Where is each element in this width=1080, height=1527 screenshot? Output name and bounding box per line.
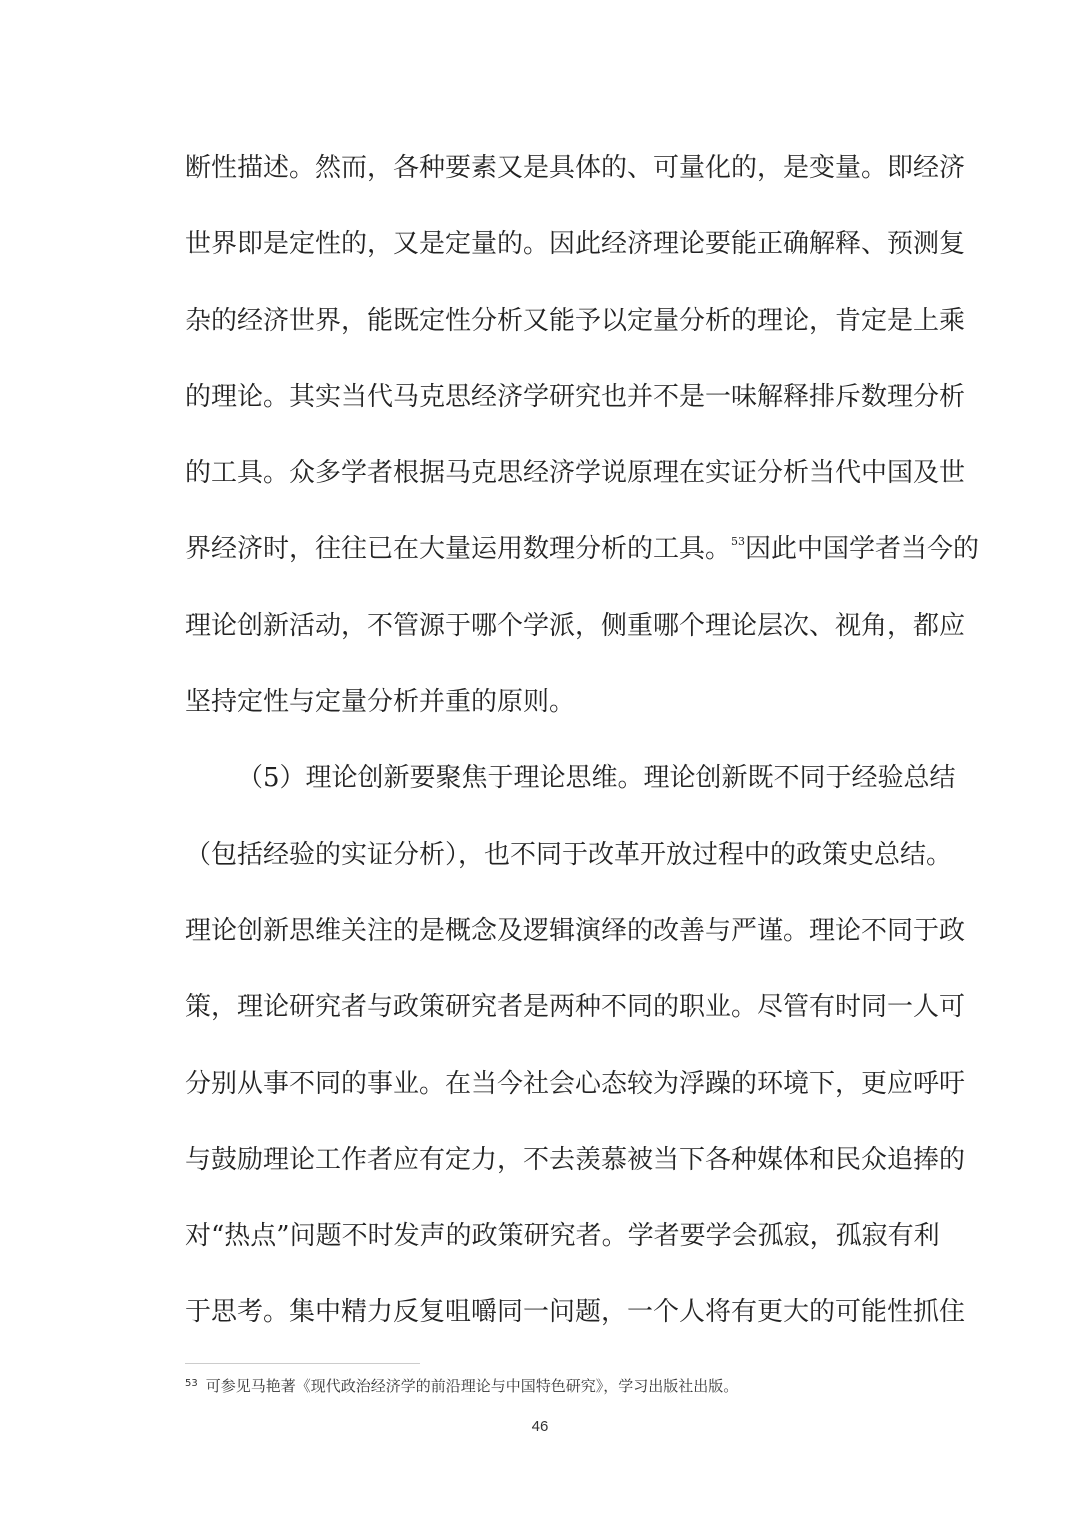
- footnote-reference[interactable]: 53: [731, 535, 746, 549]
- footnote-mark: 53: [185, 1378, 198, 1389]
- text-line: 的工具。众多学者根据马克思经济学说原理在实证分析当代中国及世: [185, 458, 966, 489]
- text-line: 与鼓励理论工作者应有定力，不去羡慕被当下各种媒体和民众追捧的: [185, 1144, 966, 1175]
- text-line: 对“热点”问题不时发声的政策研究者。学者要学会孤寂，孤寂有利: [185, 1221, 940, 1252]
- footnote: [185, 1375, 738, 1396]
- text-line: （包括经验的实证分析），也不同于改革开放过程中的政策史总结。: [185, 839, 953, 870]
- text-line: 理论创新活动，不管源于哪个学派，侧重哪个理论层次、视角，都应: [185, 610, 966, 641]
- text-line: 世界即是定性的，又是定量的。因此经济理论要能正确解释、预测复: [185, 229, 966, 260]
- text-line: 理论创新思维关注的是概念及逻辑演绎的改善与严谨。理论不同于政: [185, 915, 966, 946]
- text-line: 策，理论研究者与政策研究者是两种不同的职业。尽管有时同一人可: [185, 992, 966, 1023]
- body-text: [185, 130, 980, 1351]
- text-line: 杂的经济世界，能既定性分析又能予以定量分析的理论，肯定是上乘: [185, 305, 966, 336]
- text-line: 分别从事不同的事业。在当今社会心态较为浮躁的环境下，更应呼吁: [185, 1068, 966, 1099]
- footnote-text: 可参见马艳著《现代政治经济学的前沿理论与中国特色研究》，学习出版社出版。: [205, 1377, 739, 1395]
- text-line: （5）理论创新要聚焦于理论思维。理论创新既不同于经验总结: [237, 763, 956, 794]
- page-number: 46: [531, 1418, 549, 1435]
- footnote-divider: [185, 1363, 420, 1364]
- text-line: 于思考。集中精力反复咀嚼同一问题，一个人将有更大的可能性抓住: [185, 1297, 966, 1328]
- text-line: [185, 511, 980, 587]
- text-line: 坚持定性与定量分析并重的原则。: [185, 687, 576, 718]
- text-segment: 因此中国学者当今的: [745, 534, 980, 565]
- text-segment: 界经济时，往往已在大量运用数理分析的工具。: [185, 534, 732, 565]
- text-line: 断性描述。然而，各种要素又是具体的、可量化的，是变量。即经济: [185, 153, 966, 183]
- text-line: 的理论。其实当代马克思经济学研究也并不是一味解释排斥数理分析: [185, 381, 966, 412]
